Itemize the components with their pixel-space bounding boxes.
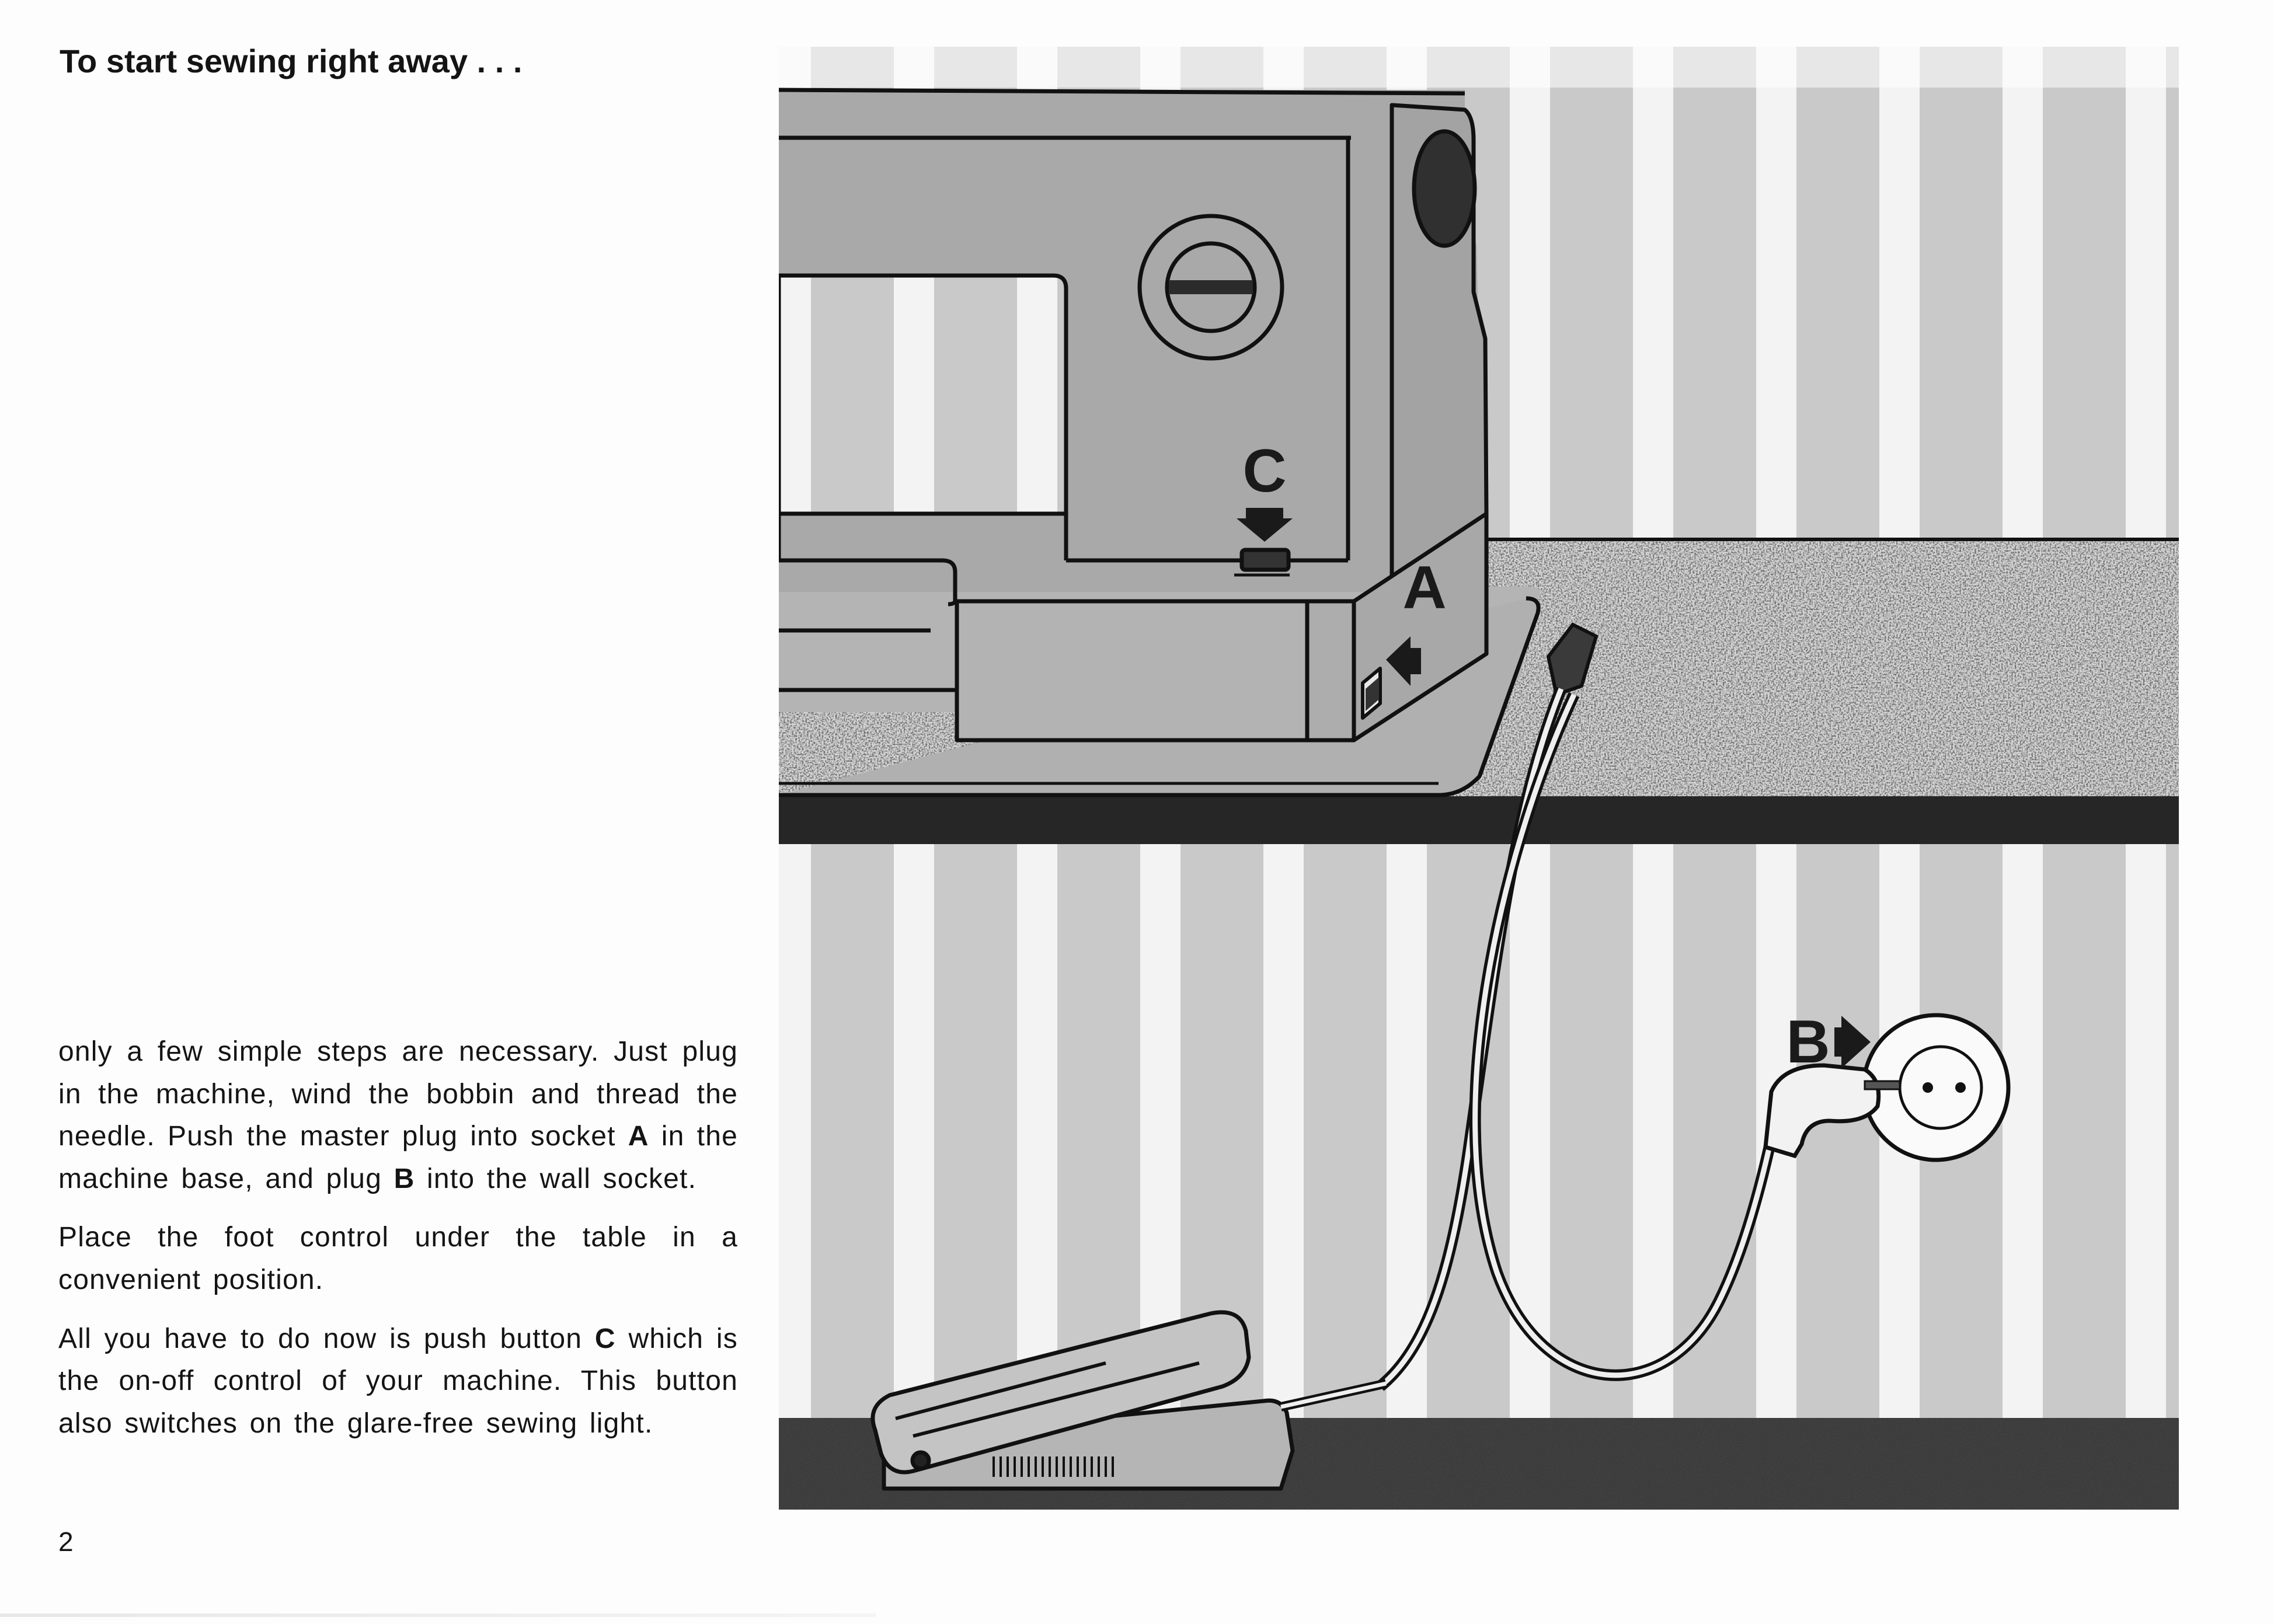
page-number: 2: [58, 1527, 74, 1557]
paragraph-foot-control: [58, 1217, 738, 1301]
label-b: B: [1786, 1008, 1830, 1076]
instructions-column: [58, 1031, 738, 1461]
paragraph-plug-in: [58, 1031, 738, 1200]
page-title: To start sewing right away . . .: [60, 43, 523, 79]
label-a: A: [1402, 554, 1447, 622]
table-edge: [779, 796, 2179, 844]
bold-reference-letter: C: [594, 1323, 616, 1354]
paragraph-push-button: [58, 1318, 738, 1445]
on-off-button-c: [1242, 550, 1289, 570]
paragraph-text: Place the foot control under the table in a convenient position.: [58, 1222, 738, 1295]
paragraph-text: only a few simple steps are necessary. Just plug in the machine, wind the bobbin and thread the needle. Push the master plug into socket: [58, 1036, 738, 1152]
paragraph-text: All you have to do now is push button: [58, 1323, 595, 1354]
paragraph-text: which is the on-off control of your machine. This button also switches on the glare-free sewing light.: [58, 1323, 738, 1439]
label-c: C: [1242, 437, 1287, 505]
sewing-machine-illustration: [779, 47, 2179, 1510]
scan-edge: [0, 1613, 876, 1617]
sewing-machine: [779, 90, 1540, 795]
bold-reference-letter: B: [393, 1163, 415, 1194]
hand-wheel: [1414, 131, 1475, 246]
paragraph-text: in the machine base, and plug: [58, 1121, 738, 1194]
paragraph-text: into the wall socket.: [415, 1163, 697, 1194]
bold-reference-letter: A: [628, 1121, 649, 1152]
